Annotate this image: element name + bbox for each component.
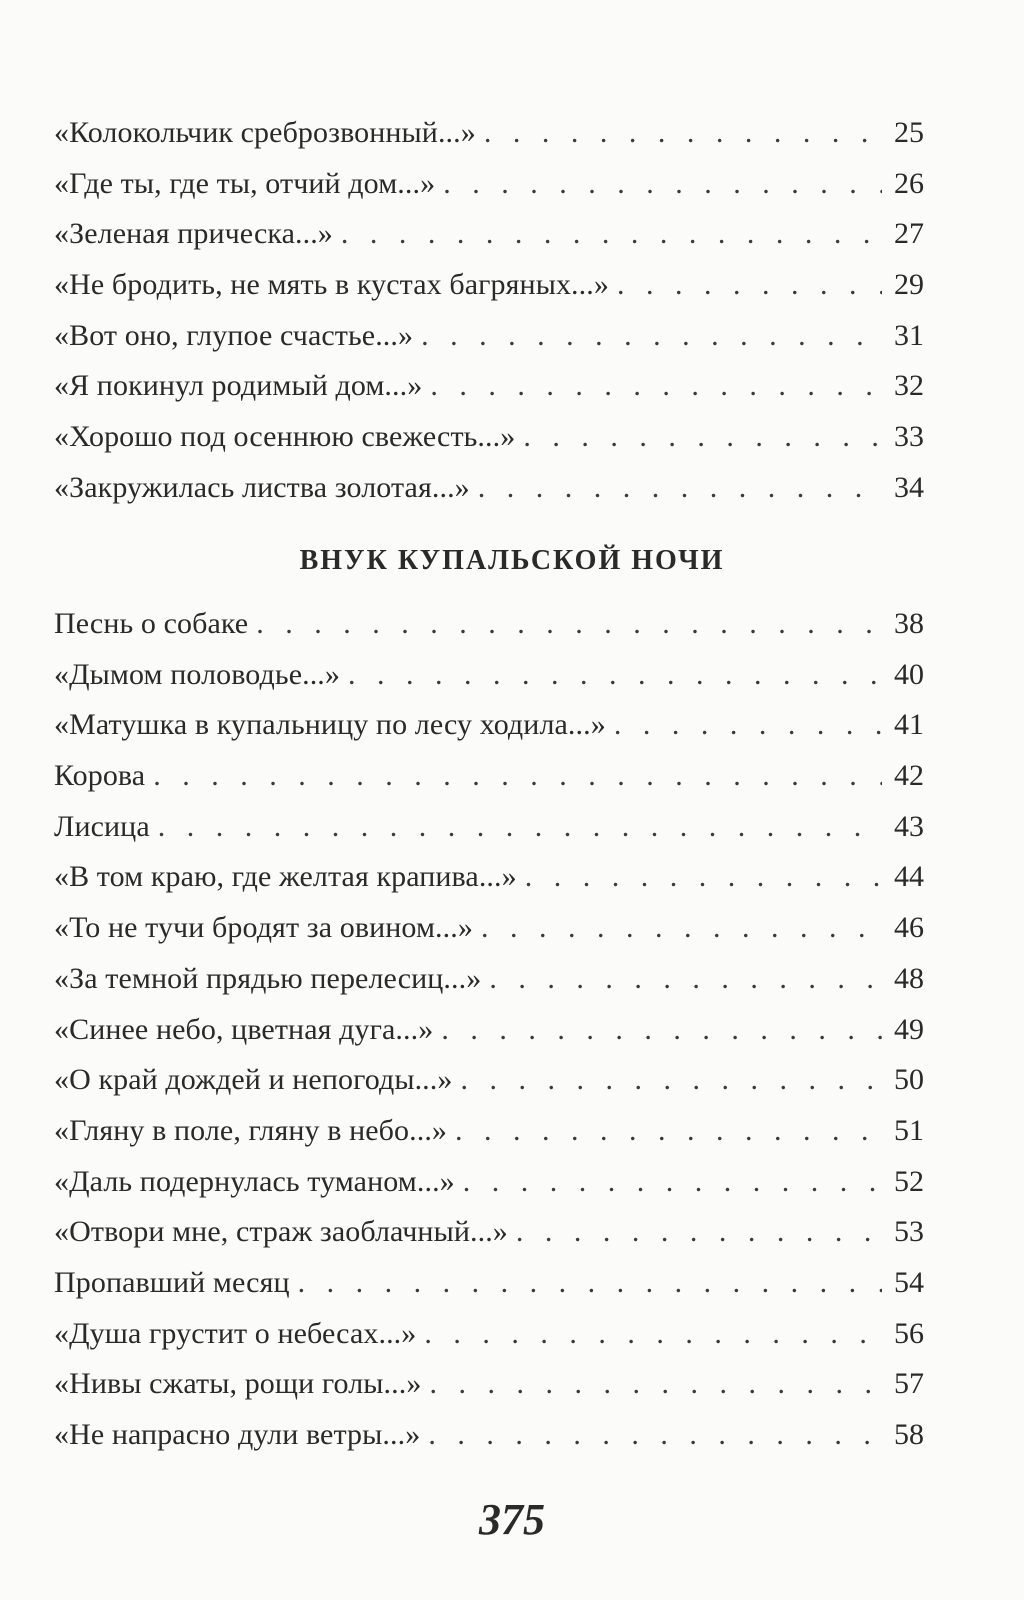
toc-entry: [54, 700, 924, 751]
toc-entry-title: «Не напрасно дули ветры...»: [54, 1418, 421, 1451]
toc-entry-title: «Гляну в поле, гляну в небо...»: [54, 1113, 448, 1147]
dot-leader: [348, 650, 882, 701]
toc-entry-title: «Колокольчик среброзвонный...»: [54, 116, 476, 149]
toc-entry: [54, 361, 924, 412]
toc-entry: [54, 1359, 924, 1410]
toc-entry: [54, 650, 924, 701]
dot-leader: [463, 1157, 882, 1208]
toc-entry: [54, 954, 924, 1005]
toc-entry-title: «Душа грустит о небесах...»: [54, 1316, 417, 1350]
toc-entry-title: «О край дождей и непогоды...»: [54, 1063, 453, 1097]
dot-leader: [478, 463, 882, 514]
toc-entry-page: 48: [894, 961, 924, 995]
toc-entry-page: 58: [894, 1418, 924, 1451]
toc-entry-title: «Закружилась листва золотая...»: [54, 470, 470, 504]
toc-entry: [54, 1005, 924, 1056]
toc-entry-page: 44: [894, 860, 924, 894]
toc-entry-page: 40: [894, 657, 924, 691]
dot-leader: [341, 209, 882, 260]
toc-entry: [54, 159, 924, 210]
dot-leader: [256, 599, 882, 650]
toc-entry-title: «Нивы сжаты, рощи голы...»: [54, 1367, 422, 1401]
toc-entry-title: «Я покинул родимый дом...»: [54, 369, 423, 403]
toc-entry: [54, 1309, 924, 1360]
toc-entry-title: «Где ты, где ты, отчий дом...»: [54, 166, 436, 200]
toc-entry: [54, 599, 924, 650]
dot-leader: [424, 1309, 882, 1360]
toc-entry-page: 29: [894, 268, 924, 302]
toc-entry-page: 51: [894, 1113, 924, 1147]
dot-leader: [614, 700, 882, 751]
toc-entry: [54, 1207, 924, 1258]
toc-entry: [54, 1055, 924, 1106]
toc-entry-page: 53: [894, 1215, 924, 1249]
toc-entry-page: 54: [894, 1265, 924, 1299]
toc-entry: [54, 1157, 924, 1208]
dot-leader: [430, 361, 882, 412]
toc-entry-title: «За темной прядью перелесиц...»: [54, 961, 482, 995]
toc-entry-title: Песнь о собаке: [54, 607, 249, 640]
toc-entry: [54, 1106, 924, 1157]
toc-entry-title: Корова: [54, 759, 146, 793]
dot-leader: [617, 260, 882, 311]
toc-entry: [54, 108, 924, 159]
dot-leader: [429, 1359, 882, 1410]
toc-entry-page: 26: [894, 166, 924, 200]
dot-leader: [523, 412, 882, 463]
toc-entry-title: «Не бродить, не мять в кустах багряных...»: [54, 268, 609, 302]
toc-entry-title: «Отвори мне, страж заоблачный...»: [54, 1215, 508, 1249]
toc-entry: [54, 1410, 924, 1461]
dot-leader: [158, 802, 882, 853]
toc-entry-page: 33: [894, 420, 924, 454]
toc-entry: [54, 260, 924, 311]
dot-leader: [481, 903, 882, 954]
toc-entry-title: «Зеленая прическа...»: [54, 217, 333, 251]
page-number: 375: [479, 1495, 545, 1544]
toc-entry-page: 25: [894, 116, 924, 149]
toc-entry-page: 27: [894, 217, 924, 251]
toc-entry: [54, 412, 924, 463]
dot-leader: [153, 751, 882, 802]
toc-entry-title: «Матушка в купальницу по лесу ходила...»: [54, 708, 606, 742]
dot-leader: [298, 1258, 882, 1309]
toc-entry-title: «Дымом половодье...»: [54, 657, 341, 691]
dot-leader: [455, 1106, 882, 1157]
dot-leader: [443, 159, 882, 210]
toc-entry-page: 34: [894, 470, 924, 504]
section-heading: ВНУК КУПАЛЬСКОЙ НОЧИ: [299, 545, 725, 576]
toc-entry: [54, 751, 924, 802]
toc-entry-title: Пропавший месяц: [54, 1265, 290, 1299]
toc-list-section: [54, 599, 924, 1461]
toc-entry: [54, 852, 924, 903]
dot-leader: [489, 954, 882, 1005]
toc-entry: [54, 903, 924, 954]
dot-leader: [516, 1207, 882, 1258]
toc-entry-title: «Хорошо под осеннюю свежесть...»: [54, 420, 516, 454]
toc-entry: [54, 209, 924, 260]
dot-leader: [441, 1005, 882, 1056]
dot-leader: [421, 311, 882, 362]
toc-entry-title: «Вот оно, глупое счастье...»: [54, 318, 414, 352]
toc-entry-title: «То не тучи бродят за овином...»: [54, 911, 473, 945]
toc-entry: [54, 311, 924, 362]
toc-entry-title: «Синее небо, цветная дуга...»: [54, 1012, 434, 1046]
toc-entry-page: 43: [894, 809, 924, 843]
toc-entry-page: 32: [894, 369, 924, 403]
toc-entry-title: «Даль подернулась туманом...»: [54, 1164, 455, 1198]
dot-leader: [525, 852, 882, 903]
toc-entry: [54, 1258, 924, 1309]
toc-entry-page: 57: [894, 1367, 924, 1401]
toc-entry: [54, 802, 924, 853]
dot-leader: [428, 1410, 882, 1461]
toc-entry-page: 42: [894, 759, 924, 793]
toc-entry-page: 52: [894, 1164, 924, 1198]
toc-entry: [54, 463, 924, 514]
toc-entry-page: 46: [894, 911, 924, 945]
toc-entry-page: 31: [894, 318, 924, 352]
dot-leader: [484, 108, 882, 159]
toc-entry-title: «В том краю, где желтая крапива...»: [54, 860, 517, 894]
toc-list-top: [54, 108, 924, 514]
toc-entry-page: 50: [894, 1063, 924, 1097]
dot-leader: [460, 1055, 882, 1106]
toc-entry-title: Лисица: [54, 809, 150, 843]
toc-entry-page: 38: [894, 607, 924, 640]
toc-entry-page: 41: [894, 708, 924, 742]
toc-entry-page: 56: [894, 1316, 924, 1350]
toc-entry-page: 49: [894, 1012, 924, 1046]
